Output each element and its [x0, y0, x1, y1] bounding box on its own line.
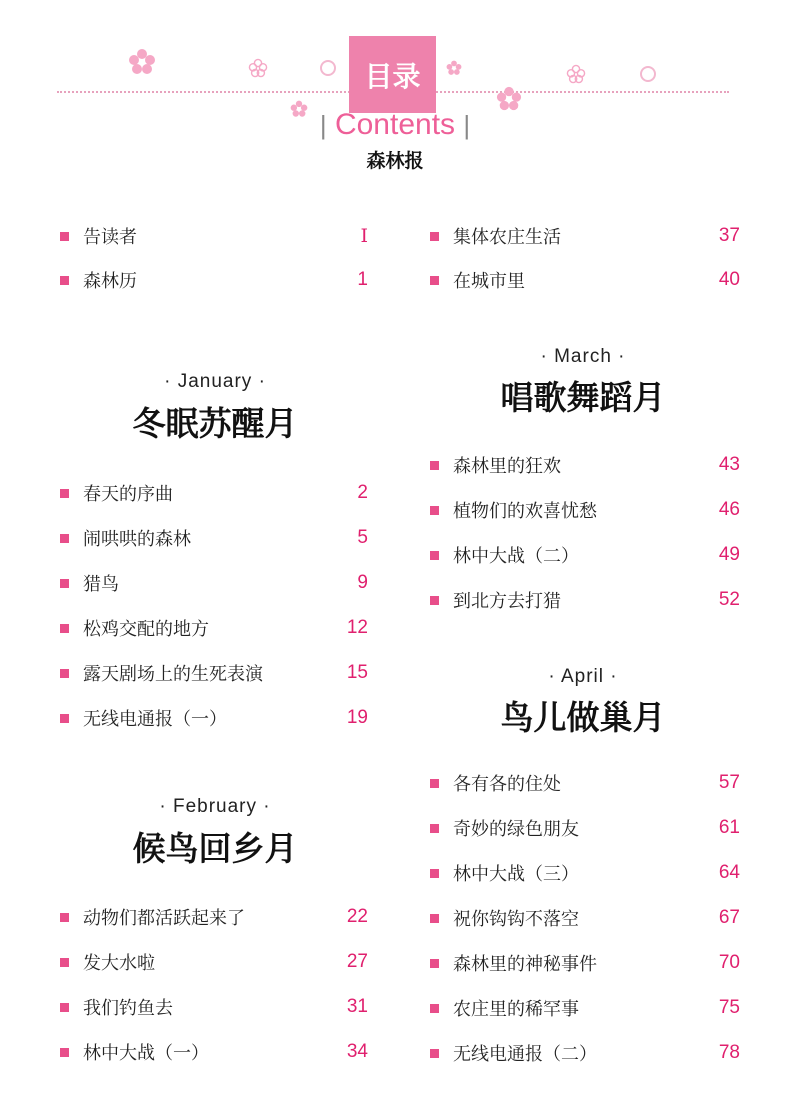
entry-title: 森林历	[83, 271, 137, 292]
flower-icon	[446, 60, 462, 76]
book-title: 森林报	[366, 150, 424, 172]
page-number: 75	[718, 997, 740, 1018]
page-number: 49	[718, 544, 740, 565]
bullet-icon	[60, 1048, 69, 1057]
month-chinese-january: 冬眠苏醒月	[132, 404, 298, 443]
flower-icon	[496, 86, 522, 112]
toc-entry[interactable]	[60, 660, 368, 686]
bullet-icon	[60, 232, 69, 241]
entry-title: 无线电通报（二）	[453, 1044, 597, 1065]
flower-icon	[248, 58, 268, 78]
page-number: 78	[718, 1042, 740, 1063]
page-number: 46	[718, 499, 740, 520]
bullet-icon	[430, 276, 439, 285]
page-number: 40	[718, 269, 740, 290]
bullet-icon	[430, 914, 439, 923]
month-chinese-april: 鸟儿做巢月	[500, 698, 666, 737]
page-number: 43	[718, 454, 740, 475]
page-number: 37	[718, 225, 740, 246]
entry-title: 各有各的住处	[453, 774, 561, 795]
toc-entry[interactable]	[430, 497, 740, 523]
entry-title: 祝你钩钩不落空	[453, 909, 579, 930]
month-chinese-february: 候鸟回乡月	[132, 829, 298, 868]
entry-title: 集体农庄生活	[453, 227, 561, 248]
entry-title: 发大水啦	[83, 953, 155, 974]
toc-entry[interactable]	[60, 267, 368, 293]
bullet-icon	[60, 714, 69, 723]
bullet-icon	[430, 551, 439, 560]
entry-title: 奇妙的绿色朋友	[453, 819, 579, 840]
page-number: 12	[346, 617, 368, 638]
toc-entry[interactable]	[60, 615, 368, 641]
toc-title: 目录	[349, 36, 436, 113]
page-number: 9	[357, 572, 368, 593]
bullet-icon	[430, 596, 439, 605]
page-number: 52	[718, 589, 740, 610]
toc-entry[interactable]	[60, 949, 368, 975]
bullet-icon	[60, 669, 69, 678]
page-number: 61	[718, 817, 740, 838]
toc-entry[interactable]	[430, 223, 740, 249]
page-number: 1	[357, 269, 368, 290]
entry-title: 到北方去打猎	[453, 591, 561, 612]
entry-title: 植物们的欢喜忧愁	[453, 501, 597, 522]
page-number: 2	[357, 482, 368, 503]
bullet-icon	[430, 506, 439, 515]
page-number: 67	[718, 907, 740, 928]
contents-label: Contents	[334, 108, 456, 141]
month-english-march: · March ·	[540, 346, 626, 367]
entry-title: 露天剧场上的生死表演	[83, 664, 263, 685]
bullet-icon	[60, 958, 69, 967]
entry-title: 无线电通报（一）	[83, 709, 227, 730]
toc-entry[interactable]	[60, 705, 368, 731]
entry-title: 我们钓鱼去	[83, 998, 173, 1019]
page-number: 34	[346, 1041, 368, 1062]
entry-title: 林中大战（三）	[453, 864, 579, 885]
entry-title: 林中大战（二）	[453, 546, 579, 567]
bullet-icon	[60, 489, 69, 498]
entry-title: 森林里的狂欢	[453, 456, 561, 477]
entry-title: 森林里的神秘事件	[453, 954, 597, 975]
toc-entry[interactable]	[430, 267, 740, 293]
contents-heading	[300, 108, 490, 142]
ring-decoration	[320, 60, 336, 76]
toc-entry[interactable]	[430, 950, 740, 976]
toc-entry[interactable]	[430, 770, 740, 796]
page-number: 19	[346, 707, 368, 728]
toc-entry[interactable]	[430, 1040, 740, 1066]
toc-entry[interactable]	[430, 905, 740, 931]
toc-entry[interactable]	[430, 452, 740, 478]
bullet-icon	[60, 913, 69, 922]
entry-title: 春天的序曲	[83, 484, 173, 505]
page-number: 70	[718, 952, 740, 973]
toc-header	[0, 0, 790, 180]
ring-decoration	[640, 66, 656, 82]
entry-title: 告读者	[83, 227, 137, 248]
toc-entry[interactable]	[60, 994, 368, 1020]
page-number: 15	[346, 662, 368, 683]
entry-title: 动物们都活跃起来了	[83, 908, 245, 929]
bullet-icon	[430, 461, 439, 470]
flower-icon	[566, 64, 586, 84]
toc-entry[interactable]	[60, 904, 368, 930]
page-number: 5	[357, 527, 368, 548]
toc-entry[interactable]	[430, 542, 740, 568]
bullet-icon	[430, 824, 439, 833]
bullet-icon	[430, 1049, 439, 1058]
toc-entry[interactable]	[430, 995, 740, 1021]
toc-entry[interactable]	[60, 480, 368, 506]
bullet-icon	[60, 276, 69, 285]
toc-entry[interactable]	[430, 815, 740, 841]
entry-title: 在城市里	[453, 271, 525, 292]
bullet-icon	[60, 579, 69, 588]
entry-title: 林中大战（一）	[83, 1043, 209, 1064]
page-number: 22	[346, 906, 368, 927]
bullet-icon	[430, 779, 439, 788]
entry-title: 猎鸟	[83, 574, 119, 595]
toc-entry[interactable]	[60, 223, 368, 249]
page-number: 57	[718, 772, 740, 793]
heading-bar-right: |	[463, 110, 471, 140]
toc-entry[interactable]	[430, 860, 740, 886]
heading-bar-left: |	[319, 110, 327, 140]
toc-entry[interactable]	[60, 1039, 368, 1065]
month-chinese-march: 唱歌舞蹈月	[500, 378, 666, 417]
page-number: 64	[718, 862, 740, 883]
month-english-april: · April ·	[548, 666, 618, 687]
bullet-icon	[60, 534, 69, 543]
bullet-icon	[60, 1003, 69, 1012]
month-english-february: · February ·	[159, 796, 271, 817]
month-english-january: · January ·	[164, 371, 266, 392]
entry-title: 松鸡交配的地方	[83, 619, 209, 640]
toc-entry[interactable]	[60, 570, 368, 596]
bullet-icon	[60, 624, 69, 633]
toc-entry[interactable]	[430, 587, 740, 613]
page-number: I	[360, 225, 368, 247]
bullet-icon	[430, 869, 439, 878]
bullet-icon	[430, 959, 439, 968]
page-number: 27	[346, 951, 368, 972]
entry-title: 闹哄哄的森林	[83, 529, 191, 550]
toc-entry[interactable]	[60, 525, 368, 551]
bullet-icon	[430, 232, 439, 241]
bullet-icon	[430, 1004, 439, 1013]
flower-icon	[128, 48, 156, 76]
page-number: 31	[346, 996, 368, 1017]
entry-title: 农庄里的稀罕事	[453, 999, 579, 1020]
